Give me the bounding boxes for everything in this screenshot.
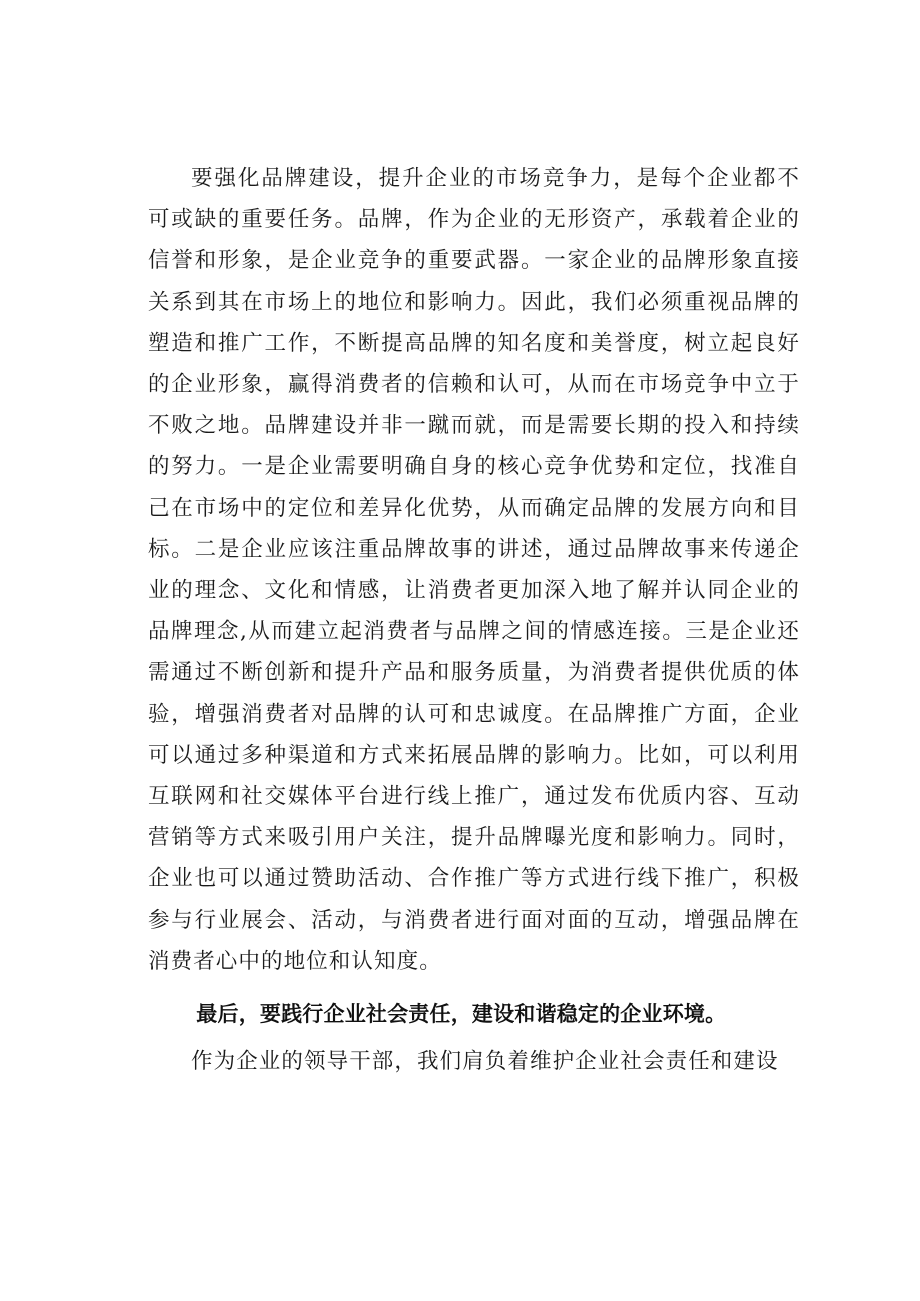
document-body: [148, 158, 800, 1082]
body-paragraph: 要强化品牌建设，提升企业的市场竞争力，是每个企业都不可或缺的重要任务。品牌，作为企业的无形资产，承载着企业的信誉和形象，是企业竞争的重要武器。一家企业的品牌形象直接关系到其在市场上的地位和影响力。因此，我们必须重视品牌的塑造和推广工作，不断提高品牌的知名度和美誉度，树立起良好的企业形象，赢得消费者的信赖和认可，从而在市场竞争中立于不败之地。品牌建设并非一蹴而就，而是需要长期的投入和持续的努力。一是企业需要明确自身的核心竞争优势和定位，找准自己在市场中的定位和差异化优势，从而确定品牌的发展方向和目标。二是企业应该注重品牌故事的讲述，通过品牌故事来传递企业的理念、文化和情感，让消费者更加深入地了解并认同企业的品牌理念,从而建立起消费者与品牌之间的情感连接。三是企业还需通过不断创新和提升产品和服务质量，为消费者提供优质的体验，增强消费者对品牌的认可和忠诚度。在品牌推广方面，企业可以通过多种渠道和方式来拓展品牌的影响力。比如，可以利用互联网和社交媒体平台进行线上推广，通过发布优质内容、互动营销等方式来吸引用户关注，提升品牌曝光度和影响力。同时，企业也可以通过赞助活动、合作推广等方式进行线下推广，积极参与行业展会、活动，与消费者进行面对面的互动，增强品牌在消费者心中的地位和认知度。: [148, 166, 800, 974]
section-heading: 最后，要践行企业社会责任，建设和谐稳定的企业环境。: [196, 1002, 727, 1027]
trailing-paragraph: 作为企业的领导干部，我们肩负着维护企业社会责任和建设: [191, 1049, 779, 1075]
